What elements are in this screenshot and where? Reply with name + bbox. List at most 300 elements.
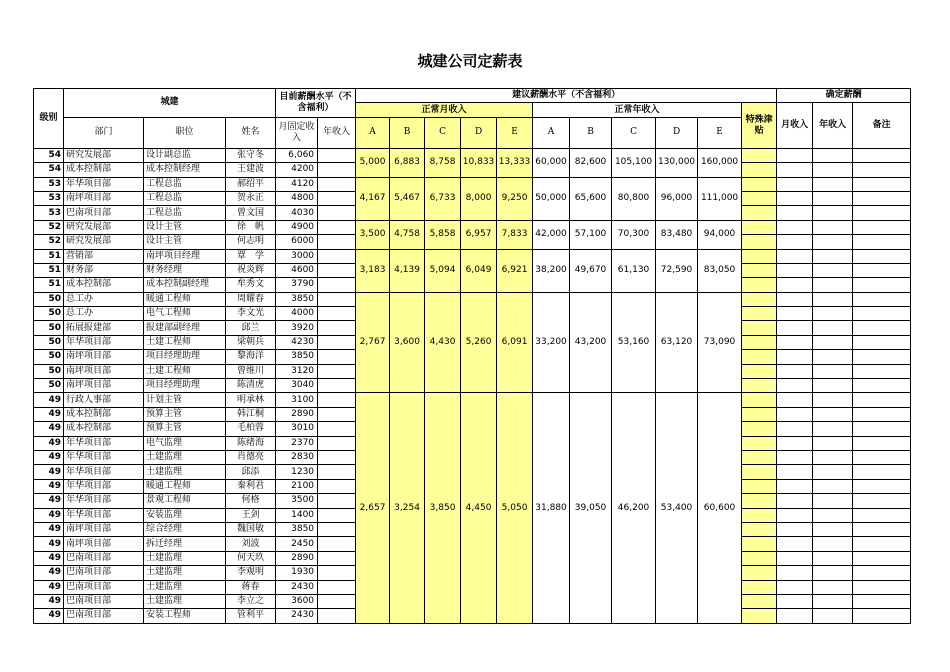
row-position: 南坪项目经理 bbox=[144, 249, 226, 263]
row-special-allowance bbox=[742, 508, 777, 522]
row-special-allowance bbox=[742, 609, 777, 623]
row-dept: 南坪项目部 bbox=[64, 379, 144, 393]
row-name: 魏国敏 bbox=[226, 522, 276, 536]
header-confirmed-annual: 年收入 bbox=[813, 103, 853, 148]
row-confirmed-monthly bbox=[777, 450, 813, 464]
row-fixed-monthly: 2890 bbox=[276, 407, 318, 421]
row-fixed-monthly: 2450 bbox=[276, 537, 318, 551]
row-name: 黎海洋 bbox=[226, 350, 276, 364]
row-position: 土建工程师 bbox=[144, 364, 226, 378]
row-dept: 营销部 bbox=[64, 249, 144, 263]
row-confirmed-monthly bbox=[777, 407, 813, 421]
row-remark bbox=[853, 163, 911, 177]
row-dept: 财务部 bbox=[64, 263, 144, 277]
row-fixed-monthly: 4900 bbox=[276, 220, 318, 234]
row-remark bbox=[853, 235, 911, 249]
group-monthly-value: 2,657 bbox=[356, 393, 390, 623]
row-name: 张守冬 bbox=[226, 148, 276, 162]
grade-monthly-c: C bbox=[425, 117, 461, 148]
grade-monthly-e: E bbox=[497, 117, 533, 148]
group-annual-value: 53,160 bbox=[612, 292, 656, 393]
row-dept: 南坪项目部 bbox=[64, 350, 144, 364]
row-annual-income bbox=[318, 465, 356, 479]
row-special-allowance bbox=[742, 292, 777, 306]
row-name: 明承林 bbox=[226, 393, 276, 407]
row-annual-income bbox=[318, 436, 356, 450]
header-special-allowance: 特殊津贴 bbox=[742, 103, 777, 148]
row-fixed-monthly: 1230 bbox=[276, 465, 318, 479]
row-dept: 巴南项目部 bbox=[64, 594, 144, 608]
group-annual-value: 31,880 bbox=[533, 393, 570, 623]
group-annual-value: 72,590 bbox=[656, 249, 698, 292]
row-fixed-monthly: 3120 bbox=[276, 364, 318, 378]
row-confirmed-annual bbox=[813, 364, 853, 378]
row-confirmed-annual bbox=[813, 551, 853, 565]
group-annual-value: 82,600 bbox=[570, 148, 612, 177]
row-confirmed-monthly bbox=[777, 537, 813, 551]
row-annual-income bbox=[318, 609, 356, 623]
row-annual-income bbox=[318, 321, 356, 335]
row-fixed-monthly: 3000 bbox=[276, 249, 318, 263]
row-remark bbox=[853, 220, 911, 234]
row-special-allowance bbox=[742, 220, 777, 234]
row-dept: 拓展报建部 bbox=[64, 321, 144, 335]
row-level: 49 bbox=[34, 450, 64, 464]
row-position: 工程总监 bbox=[144, 191, 226, 205]
row-fixed-monthly: 1400 bbox=[276, 508, 318, 522]
row-fixed-monthly: 3850 bbox=[276, 292, 318, 306]
row-level: 49 bbox=[34, 609, 64, 623]
row-position: 项目经理助理 bbox=[144, 379, 226, 393]
row-level: 49 bbox=[34, 551, 64, 565]
group-monthly-value: 4,139 bbox=[390, 249, 425, 292]
group-annual-value: 105,100 bbox=[612, 148, 656, 177]
row-remark bbox=[853, 292, 911, 306]
row-level: 54 bbox=[34, 148, 64, 162]
row-fixed-monthly: 4800 bbox=[276, 191, 318, 205]
row-annual-income bbox=[318, 206, 356, 220]
row-confirmed-monthly bbox=[777, 594, 813, 608]
row-name: 李观明 bbox=[226, 566, 276, 580]
row-position: 暖通工程师 bbox=[144, 479, 226, 493]
row-position: 土建监理 bbox=[144, 566, 226, 580]
header-annual-income: 年收入 bbox=[318, 117, 356, 148]
group-monthly-value: 3,850 bbox=[425, 393, 461, 623]
header-fixed-monthly: 月固定收入 bbox=[276, 117, 318, 148]
row-level: 50 bbox=[34, 292, 64, 306]
row-position: 安装监理 bbox=[144, 508, 226, 522]
row-annual-income bbox=[318, 335, 356, 349]
row-confirmed-monthly bbox=[777, 335, 813, 349]
row-position: 电气监理 bbox=[144, 436, 226, 450]
row-confirmed-monthly bbox=[777, 465, 813, 479]
row-annual-income bbox=[318, 494, 356, 508]
row-special-allowance bbox=[742, 321, 777, 335]
row-position: 设计主管 bbox=[144, 220, 226, 234]
row-special-allowance bbox=[742, 422, 777, 436]
row-confirmed-annual bbox=[813, 465, 853, 479]
row-name: 蒋春 bbox=[226, 580, 276, 594]
row-dept: 巴南项目部 bbox=[64, 551, 144, 565]
row-fixed-monthly: 4030 bbox=[276, 206, 318, 220]
group-annual-value: 63,120 bbox=[656, 292, 698, 393]
row-level: 51 bbox=[34, 278, 64, 292]
row-name: 刘波 bbox=[226, 537, 276, 551]
row-confirmed-annual bbox=[813, 566, 853, 580]
row-annual-income bbox=[318, 148, 356, 162]
row-position: 成本控制副经理 bbox=[144, 278, 226, 292]
row-level: 52 bbox=[34, 220, 64, 234]
row-level: 50 bbox=[34, 350, 64, 364]
row-dept: 年华项目部 bbox=[64, 450, 144, 464]
row-confirmed-monthly bbox=[777, 580, 813, 594]
row-name: 何天玖 bbox=[226, 551, 276, 565]
row-position: 土建工程师 bbox=[144, 335, 226, 349]
row-special-allowance bbox=[742, 450, 777, 464]
row-position: 设计副总监 bbox=[144, 148, 226, 162]
row-dept: 成本控制部 bbox=[64, 422, 144, 436]
row-fixed-monthly: 4000 bbox=[276, 307, 318, 321]
row-special-allowance bbox=[742, 379, 777, 393]
row-level: 49 bbox=[34, 393, 64, 407]
row-confirmed-monthly bbox=[777, 522, 813, 536]
group-monthly-value: 3,500 bbox=[356, 220, 390, 249]
row-position: 土建监理 bbox=[144, 465, 226, 479]
grade-annual-d: D bbox=[656, 117, 698, 148]
row-annual-income bbox=[318, 278, 356, 292]
group-annual-value: 60,600 bbox=[698, 393, 742, 623]
row-remark bbox=[853, 566, 911, 580]
row-dept: 年华项目部 bbox=[64, 335, 144, 349]
row-position: 拆迁经理 bbox=[144, 537, 226, 551]
row-confirmed-annual bbox=[813, 407, 853, 421]
row-confirmed-annual bbox=[813, 263, 853, 277]
row-confirmed-annual bbox=[813, 249, 853, 263]
row-name: 王建波 bbox=[226, 163, 276, 177]
row-dept: 巴南项目部 bbox=[64, 566, 144, 580]
row-confirmed-monthly bbox=[777, 494, 813, 508]
row-special-allowance bbox=[742, 537, 777, 551]
row-annual-income bbox=[318, 551, 356, 565]
row-confirmed-annual bbox=[813, 235, 853, 249]
row-remark bbox=[853, 307, 911, 321]
row-dept: 南坪项目部 bbox=[64, 191, 144, 205]
row-annual-income bbox=[318, 537, 356, 551]
row-remark bbox=[853, 249, 911, 263]
row-annual-income bbox=[318, 566, 356, 580]
row-confirmed-monthly bbox=[777, 364, 813, 378]
row-confirmed-annual bbox=[813, 307, 853, 321]
row-fixed-monthly: 2890 bbox=[276, 551, 318, 565]
row-fixed-monthly: 3100 bbox=[276, 393, 318, 407]
row-fixed-monthly: 3920 bbox=[276, 321, 318, 335]
group-monthly-value: 13,333 bbox=[497, 148, 533, 177]
group-monthly-value: 9,250 bbox=[497, 177, 533, 220]
row-remark bbox=[853, 479, 911, 493]
row-level: 51 bbox=[34, 249, 64, 263]
row-fixed-monthly: 4200 bbox=[276, 163, 318, 177]
row-confirmed-monthly bbox=[777, 609, 813, 623]
row-remark bbox=[853, 522, 911, 536]
row-dept: 成本控制部 bbox=[64, 407, 144, 421]
row-name: 牟秀文 bbox=[226, 278, 276, 292]
row-remark bbox=[853, 263, 911, 277]
group-annual-value: 38,200 bbox=[533, 249, 570, 292]
group-monthly-value: 6,733 bbox=[425, 177, 461, 220]
header-suggested-salary: 建议薪酬水平（不含福利） bbox=[356, 89, 777, 103]
row-level: 49 bbox=[34, 566, 64, 580]
page-title: 城建公司定薪表 bbox=[417, 52, 523, 70]
group-annual-value: 42,000 bbox=[533, 220, 570, 249]
row-annual-income bbox=[318, 522, 356, 536]
row-dept: 年华项目部 bbox=[64, 508, 144, 522]
row-dept: 年华项目部 bbox=[64, 479, 144, 493]
row-level: 49 bbox=[34, 479, 64, 493]
row-name: 郝绍平 bbox=[226, 177, 276, 191]
row-annual-income bbox=[318, 422, 356, 436]
row-special-allowance bbox=[742, 494, 777, 508]
table-row bbox=[34, 292, 911, 306]
row-remark bbox=[853, 177, 911, 191]
row-special-allowance bbox=[742, 249, 777, 263]
group-monthly-value: 3,600 bbox=[390, 292, 425, 393]
row-confirmed-monthly bbox=[777, 307, 813, 321]
row-special-allowance bbox=[742, 278, 777, 292]
row-special-allowance bbox=[742, 307, 777, 321]
row-dept: 成本控制部 bbox=[64, 163, 144, 177]
header-remark: 备注 bbox=[853, 103, 911, 148]
row-level: 51 bbox=[34, 263, 64, 277]
row-fixed-monthly: 4120 bbox=[276, 177, 318, 191]
group-monthly-value: 3,254 bbox=[390, 393, 425, 623]
group-monthly-value: 2,767 bbox=[356, 292, 390, 393]
row-confirmed-annual bbox=[813, 494, 853, 508]
row-annual-income bbox=[318, 235, 356, 249]
group-monthly-value: 6,049 bbox=[461, 249, 497, 292]
row-position: 暖通工程师 bbox=[144, 292, 226, 306]
row-confirmed-monthly bbox=[777, 321, 813, 335]
salary-table bbox=[33, 88, 911, 624]
group-monthly-value: 5,467 bbox=[390, 177, 425, 220]
row-annual-income bbox=[318, 450, 356, 464]
row-name: 陈清虎 bbox=[226, 379, 276, 393]
header-level: 级别 bbox=[34, 89, 64, 149]
row-position: 计划主管 bbox=[144, 393, 226, 407]
row-dept: 南坪项目部 bbox=[64, 537, 144, 551]
group-monthly-value: 6,957 bbox=[461, 220, 497, 249]
row-level: 50 bbox=[34, 379, 64, 393]
group-annual-value: 65,600 bbox=[570, 177, 612, 220]
group-annual-value: 61,130 bbox=[612, 249, 656, 292]
row-special-allowance bbox=[742, 436, 777, 450]
row-special-allowance bbox=[742, 566, 777, 580]
row-level: 49 bbox=[34, 580, 64, 594]
row-level: 50 bbox=[34, 321, 64, 335]
row-dept: 研究发展部 bbox=[64, 235, 144, 249]
row-special-allowance bbox=[742, 263, 777, 277]
group-annual-value: 111,000 bbox=[698, 177, 742, 220]
row-name: 曾文国 bbox=[226, 206, 276, 220]
row-dept: 年华项目部 bbox=[64, 436, 144, 450]
row-confirmed-annual bbox=[813, 321, 853, 335]
row-level: 49 bbox=[34, 407, 64, 421]
row-confirmed-monthly bbox=[777, 235, 813, 249]
group-annual-value: 80,800 bbox=[612, 177, 656, 220]
row-annual-income bbox=[318, 379, 356, 393]
row-level: 49 bbox=[34, 494, 64, 508]
row-fixed-monthly: 3600 bbox=[276, 594, 318, 608]
row-confirmed-annual bbox=[813, 292, 853, 306]
row-position: 土建监理 bbox=[144, 580, 226, 594]
group-annual-value: 57,100 bbox=[570, 220, 612, 249]
row-special-allowance bbox=[742, 235, 777, 249]
row-annual-income bbox=[318, 594, 356, 608]
row-special-allowance bbox=[742, 522, 777, 536]
row-name: 李立之 bbox=[226, 594, 276, 608]
group-monthly-value: 6,091 bbox=[497, 292, 533, 393]
row-special-allowance bbox=[742, 191, 777, 205]
row-fixed-monthly: 6,060 bbox=[276, 148, 318, 162]
group-monthly-value: 6,921 bbox=[497, 249, 533, 292]
row-confirmed-annual bbox=[813, 609, 853, 623]
row-confirmed-annual bbox=[813, 335, 853, 349]
row-name: 贺永正 bbox=[226, 191, 276, 205]
row-remark bbox=[853, 422, 911, 436]
row-remark bbox=[853, 364, 911, 378]
row-position: 预算主管 bbox=[144, 407, 226, 421]
row-annual-income bbox=[318, 508, 356, 522]
row-name: 何志明 bbox=[226, 235, 276, 249]
row-level: 50 bbox=[34, 335, 64, 349]
row-confirmed-monthly bbox=[777, 393, 813, 407]
row-position: 工程总监 bbox=[144, 177, 226, 191]
row-level: 53 bbox=[34, 206, 64, 220]
row-special-allowance bbox=[742, 206, 777, 220]
row-name: 周耀春 bbox=[226, 292, 276, 306]
row-fixed-monthly: 4230 bbox=[276, 335, 318, 349]
row-special-allowance bbox=[742, 163, 777, 177]
group-monthly-value: 8,758 bbox=[425, 148, 461, 177]
table-row bbox=[34, 220, 911, 234]
row-special-allowance bbox=[742, 465, 777, 479]
row-confirmed-monthly bbox=[777, 220, 813, 234]
row-fixed-monthly: 3500 bbox=[276, 494, 318, 508]
grade-annual-c: C bbox=[612, 117, 656, 148]
header-dept: 部门 bbox=[64, 117, 144, 148]
row-fixed-monthly: 3010 bbox=[276, 422, 318, 436]
group-monthly-value: 8,000 bbox=[461, 177, 497, 220]
row-level: 49 bbox=[34, 522, 64, 536]
row-confirmed-annual bbox=[813, 148, 853, 162]
row-level: 49 bbox=[34, 537, 64, 551]
row-dept: 研究发展部 bbox=[64, 148, 144, 162]
row-remark bbox=[853, 537, 911, 551]
row-remark bbox=[853, 609, 911, 623]
row-level: 50 bbox=[34, 364, 64, 378]
row-confirmed-monthly bbox=[777, 191, 813, 205]
row-name: 秦利君 bbox=[226, 479, 276, 493]
row-annual-income bbox=[318, 191, 356, 205]
header-normal-monthly: 正常月收入 bbox=[356, 103, 533, 117]
row-fixed-monthly: 1930 bbox=[276, 566, 318, 580]
row-remark bbox=[853, 191, 911, 205]
row-name: 肖德亮 bbox=[226, 450, 276, 464]
header-confirmed-salary: 确定薪酬 bbox=[777, 89, 911, 103]
group-monthly-value: 4,167 bbox=[356, 177, 390, 220]
group-monthly-value: 3,183 bbox=[356, 249, 390, 292]
group-monthly-value: 5,260 bbox=[461, 292, 497, 393]
group-annual-value: 73,090 bbox=[698, 292, 742, 393]
row-annual-income bbox=[318, 364, 356, 378]
row-confirmed-annual bbox=[813, 594, 853, 608]
row-dept: 年华项目部 bbox=[64, 177, 144, 191]
group-monthly-value: 4,758 bbox=[390, 220, 425, 249]
row-confirmed-monthly bbox=[777, 379, 813, 393]
row-level: 52 bbox=[34, 235, 64, 249]
row-confirmed-annual bbox=[813, 379, 853, 393]
row-name: 曾维川 bbox=[226, 364, 276, 378]
group-monthly-value: 10,833 bbox=[461, 148, 497, 177]
header-name: 姓名 bbox=[226, 117, 276, 148]
row-special-allowance bbox=[742, 580, 777, 594]
row-dept: 研究发展部 bbox=[64, 220, 144, 234]
row-position: 电气工程师 bbox=[144, 307, 226, 321]
row-special-allowance bbox=[742, 551, 777, 565]
row-remark bbox=[853, 278, 911, 292]
row-annual-income bbox=[318, 350, 356, 364]
row-dept: 巴南项目部 bbox=[64, 580, 144, 594]
row-annual-income bbox=[318, 163, 356, 177]
grade-annual-e: E bbox=[698, 117, 742, 148]
row-fixed-monthly: 6000 bbox=[276, 235, 318, 249]
row-confirmed-monthly bbox=[777, 292, 813, 306]
row-special-allowance bbox=[742, 350, 777, 364]
row-fixed-monthly: 2370 bbox=[276, 436, 318, 450]
row-remark bbox=[853, 508, 911, 522]
row-annual-income bbox=[318, 177, 356, 191]
grade-monthly-a: A bbox=[356, 117, 390, 148]
row-remark bbox=[853, 393, 911, 407]
row-confirmed-monthly bbox=[777, 206, 813, 220]
row-level: 53 bbox=[34, 191, 64, 205]
row-fixed-monthly: 2830 bbox=[276, 450, 318, 464]
header-company: 城建 bbox=[64, 89, 276, 118]
row-special-allowance bbox=[742, 407, 777, 421]
group-monthly-value: 5,858 bbox=[425, 220, 461, 249]
row-remark bbox=[853, 580, 911, 594]
row-confirmed-annual bbox=[813, 206, 853, 220]
row-remark bbox=[853, 148, 911, 162]
row-special-allowance bbox=[742, 335, 777, 349]
group-annual-value: 39,050 bbox=[570, 393, 612, 623]
row-confirmed-annual bbox=[813, 350, 853, 364]
row-remark bbox=[853, 321, 911, 335]
row-dept: 总工办 bbox=[64, 292, 144, 306]
row-confirmed-annual bbox=[813, 278, 853, 292]
row-name: 王剑 bbox=[226, 508, 276, 522]
row-annual-income bbox=[318, 307, 356, 321]
row-level: 53 bbox=[34, 177, 64, 191]
row-name: 陈绪海 bbox=[226, 436, 276, 450]
row-name: 毛柏蓉 bbox=[226, 422, 276, 436]
row-special-allowance bbox=[742, 479, 777, 493]
row-name: 何格 bbox=[226, 494, 276, 508]
row-level: 50 bbox=[34, 307, 64, 321]
row-remark bbox=[853, 465, 911, 479]
row-remark bbox=[853, 450, 911, 464]
row-remark bbox=[853, 335, 911, 349]
row-fixed-monthly: 2100 bbox=[276, 479, 318, 493]
